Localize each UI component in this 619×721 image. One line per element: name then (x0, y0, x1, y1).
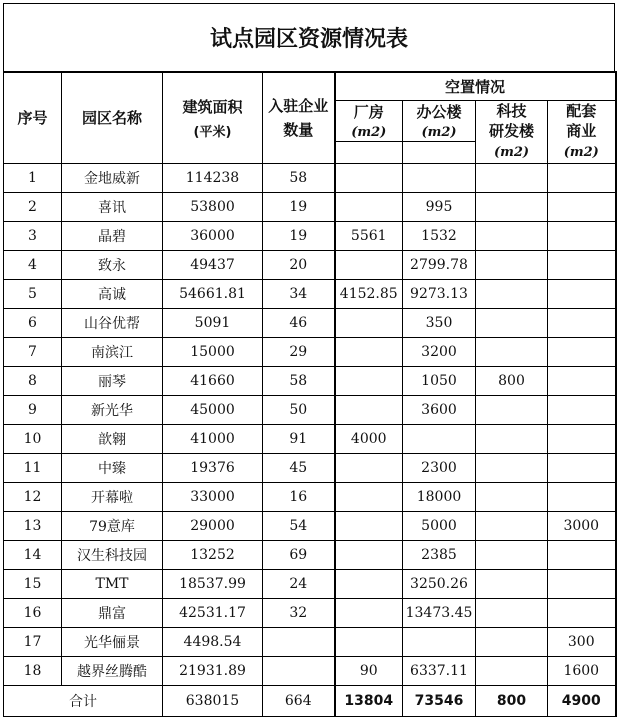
cell-office: 1050 (403, 366, 476, 395)
cell-companies: 91 (263, 424, 335, 453)
cell-rnd (476, 569, 548, 598)
cell-factory (335, 192, 403, 221)
cell-companies: 20 (263, 250, 335, 279)
cell-seq: 6 (4, 308, 62, 337)
cell-office: 3200 (403, 337, 476, 366)
cell-companies (263, 656, 335, 685)
cell-rnd (476, 163, 548, 192)
cell-seq: 14 (4, 540, 62, 569)
cell-seq: 15 (4, 569, 62, 598)
table-row (4, 598, 616, 627)
cell-factory: 5561 (335, 221, 403, 250)
cell-rnd: 800 (476, 366, 548, 395)
cell-rnd (476, 540, 548, 569)
cell-commerce (548, 482, 616, 511)
header-factory-blank (335, 141, 403, 163)
cell-office: 995 (403, 192, 476, 221)
cell-office: 350 (403, 308, 476, 337)
cell-park-name: 丽琴 (62, 366, 163, 395)
cell-companies (263, 627, 335, 656)
header-commerce (548, 100, 616, 163)
cell-rnd (476, 250, 548, 279)
cell-seq: 12 (4, 482, 62, 511)
cell-area: 4498.54 (163, 627, 263, 656)
cell-commerce (548, 337, 616, 366)
cell-commerce: 1600 (548, 656, 616, 685)
cell-rnd (476, 627, 548, 656)
cell-factory (335, 308, 403, 337)
cell-factory (335, 569, 403, 598)
cell-factory (335, 511, 403, 540)
total-rnd: 800 (476, 685, 548, 716)
cell-office: 18000 (403, 482, 476, 511)
cell-factory: 4000 (335, 424, 403, 453)
header-factory-label: 厂房 (353, 103, 384, 122)
cell-park-name: 歆翱 (62, 424, 163, 453)
header-office-blank (403, 141, 476, 163)
cell-factory (335, 482, 403, 511)
cell-seq: 13 (4, 511, 62, 540)
cell-office: 6337.11 (403, 656, 476, 685)
header-office-label: 办公楼 (416, 103, 462, 122)
total-factory: 13804 (335, 685, 403, 716)
cell-area: 15000 (163, 337, 263, 366)
cell-park-name: 晶碧 (62, 221, 163, 250)
cell-companies: 34 (263, 279, 335, 308)
cell-commerce (548, 308, 616, 337)
cell-seq: 10 (4, 424, 62, 453)
cell-rnd (476, 656, 548, 685)
cell-companies: 50 (263, 395, 335, 424)
cell-office (403, 424, 476, 453)
cell-office (403, 627, 476, 656)
table-row (4, 221, 616, 250)
table-row (4, 540, 616, 569)
cell-seq: 17 (4, 627, 62, 656)
cell-factory: 4152.85 (335, 279, 403, 308)
cell-commerce (548, 424, 616, 453)
cell-park-name: 山谷优帮 (62, 308, 163, 337)
header-commerce-line1: 配套 (566, 101, 597, 120)
cell-area: 41660 (163, 366, 263, 395)
cell-office: 2385 (403, 540, 476, 569)
cell-seq: 18 (4, 656, 62, 685)
cell-park-name: 越界丝腾酷 (62, 656, 163, 685)
cell-commerce (548, 221, 616, 250)
cell-commerce: 3000 (548, 511, 616, 540)
cell-park-name: 高诚 (62, 279, 163, 308)
cell-commerce (548, 453, 616, 482)
cell-factory (335, 395, 403, 424)
total-companies: 664 (263, 685, 335, 716)
cell-park-name: 鼎富 (62, 598, 163, 627)
cell-office: 1532 (403, 221, 476, 250)
total-area: 638015 (163, 685, 263, 716)
cell-office: 2799.78 (403, 250, 476, 279)
cell-park-name: 79意库 (62, 511, 163, 540)
cell-rnd (476, 279, 548, 308)
cell-companies: 58 (263, 366, 335, 395)
cell-park-name: 汉生科技园 (62, 540, 163, 569)
cell-office: 3600 (403, 395, 476, 424)
cell-park-name: TMT (62, 569, 163, 598)
cell-area: 36000 (163, 221, 263, 250)
cell-factory (335, 598, 403, 627)
cell-seq: 16 (4, 598, 62, 627)
cell-commerce: 300 (548, 627, 616, 656)
cell-area: 33000 (163, 482, 263, 511)
cell-seq: 9 (4, 395, 62, 424)
header-commerce-unit: (m2) (563, 144, 599, 160)
cell-seq: 1 (4, 163, 62, 192)
cell-seq: 3 (4, 221, 62, 250)
cell-area: 5091 (163, 308, 263, 337)
cell-commerce (548, 250, 616, 279)
cell-seq: 8 (4, 366, 62, 395)
table-row (4, 511, 616, 540)
cell-commerce (548, 540, 616, 569)
table-row (4, 453, 616, 482)
cell-companies: 19 (263, 192, 335, 221)
cell-area: 54661.81 (163, 279, 263, 308)
cell-rnd (476, 482, 548, 511)
cell-office: 13473.45 (403, 598, 476, 627)
cell-area: 19376 (163, 453, 263, 482)
table-row (4, 192, 616, 221)
cell-area: 53800 (163, 192, 263, 221)
table-row (4, 279, 616, 308)
header-office-unit: (m2) (421, 125, 457, 141)
cell-area: 21931.89 (163, 656, 263, 685)
cell-companies: 69 (263, 540, 335, 569)
cell-park-name: 光华俪景 (62, 627, 163, 656)
cell-area: 18537.99 (163, 569, 263, 598)
table-row (4, 482, 616, 511)
table-row (4, 656, 616, 685)
cell-factory (335, 627, 403, 656)
header-commerce-line2: 商业 (566, 121, 597, 140)
resource-table (3, 71, 617, 717)
cell-companies: 24 (263, 569, 335, 598)
cell-rnd (476, 192, 548, 221)
cell-factory (335, 337, 403, 366)
cell-rnd (476, 511, 548, 540)
table-row (4, 163, 616, 192)
cell-commerce (548, 598, 616, 627)
header-rnd-unit: (m2) (493, 144, 530, 160)
total-office: 73546 (403, 685, 476, 716)
table-row (4, 395, 616, 424)
total-label: 合计 (4, 685, 163, 716)
cell-companies: 16 (263, 482, 335, 511)
cell-park-name: 中臻 (62, 453, 163, 482)
cell-factory (335, 250, 403, 279)
cell-commerce (548, 163, 616, 192)
header-seq: 序号 (4, 72, 62, 163)
cell-seq: 2 (4, 192, 62, 221)
header-rnd-line2: 研发楼 (488, 121, 534, 140)
header-area-unit: (平米) (193, 124, 232, 140)
cell-office: 5000 (403, 511, 476, 540)
header-rnd (476, 100, 548, 163)
cell-park-name: 金地威新 (62, 163, 163, 192)
header-office (403, 100, 476, 141)
cell-companies: 29 (263, 337, 335, 366)
cell-factory (335, 163, 403, 192)
cell-companies: 45 (263, 453, 335, 482)
cell-area: 114238 (163, 163, 263, 192)
cell-companies: 32 (263, 598, 335, 627)
cell-office: 2300 (403, 453, 476, 482)
cell-area: 41000 (163, 424, 263, 453)
page-title: 试点园区资源情况表 (3, 3, 615, 72)
cell-companies: 58 (263, 163, 335, 192)
header-factory-unit: (m2) (351, 125, 387, 141)
cell-factory: 90 (335, 656, 403, 685)
cell-park-name: 新光华 (62, 395, 163, 424)
cell-area: 29000 (163, 511, 263, 540)
table-row (4, 627, 616, 656)
header-companies: 入驻企业数量 (263, 72, 335, 163)
cell-factory (335, 540, 403, 569)
table-row (4, 424, 616, 453)
table-row (4, 250, 616, 279)
cell-commerce (548, 279, 616, 308)
cell-rnd (476, 308, 548, 337)
header-rnd-line1: 科技 (496, 101, 527, 120)
cell-rnd (476, 395, 548, 424)
cell-area: 13252 (163, 540, 263, 569)
total-row (4, 685, 616, 716)
header-area-label: 建筑面积 (182, 97, 243, 116)
table-row (4, 569, 616, 598)
cell-commerce (548, 192, 616, 221)
header-park-name: 园区名称 (62, 72, 163, 163)
cell-commerce (548, 395, 616, 424)
cell-park-name: 致永 (62, 250, 163, 279)
cell-seq: 5 (4, 279, 62, 308)
cell-office: 3250.26 (403, 569, 476, 598)
cell-area: 42531.17 (163, 598, 263, 627)
cell-park-name: 开幕啦 (62, 482, 163, 511)
cell-seq: 11 (4, 453, 62, 482)
total-commerce: 4900 (548, 685, 616, 716)
cell-factory (335, 366, 403, 395)
cell-rnd (476, 424, 548, 453)
cell-rnd (476, 221, 548, 250)
header-vacancy: 空置情况 (335, 72, 616, 100)
cell-rnd (476, 598, 548, 627)
table-body (4, 163, 616, 685)
cell-office (403, 163, 476, 192)
cell-companies: 19 (263, 221, 335, 250)
cell-seq: 7 (4, 337, 62, 366)
cell-seq: 4 (4, 250, 62, 279)
cell-park-name: 喜讯 (62, 192, 163, 221)
cell-rnd (476, 453, 548, 482)
cell-rnd (476, 337, 548, 366)
table-row (4, 366, 616, 395)
cell-office: 9273.13 (403, 279, 476, 308)
cell-area: 45000 (163, 395, 263, 424)
cell-companies: 46 (263, 308, 335, 337)
table-row (4, 337, 616, 366)
cell-area: 49437 (163, 250, 263, 279)
header-area (163, 72, 263, 163)
cell-commerce (548, 366, 616, 395)
cell-commerce (548, 569, 616, 598)
cell-companies: 54 (263, 511, 335, 540)
table-row (4, 308, 616, 337)
header-factory (335, 100, 403, 141)
cell-factory (335, 453, 403, 482)
cell-park-name: 南滨江 (62, 337, 163, 366)
